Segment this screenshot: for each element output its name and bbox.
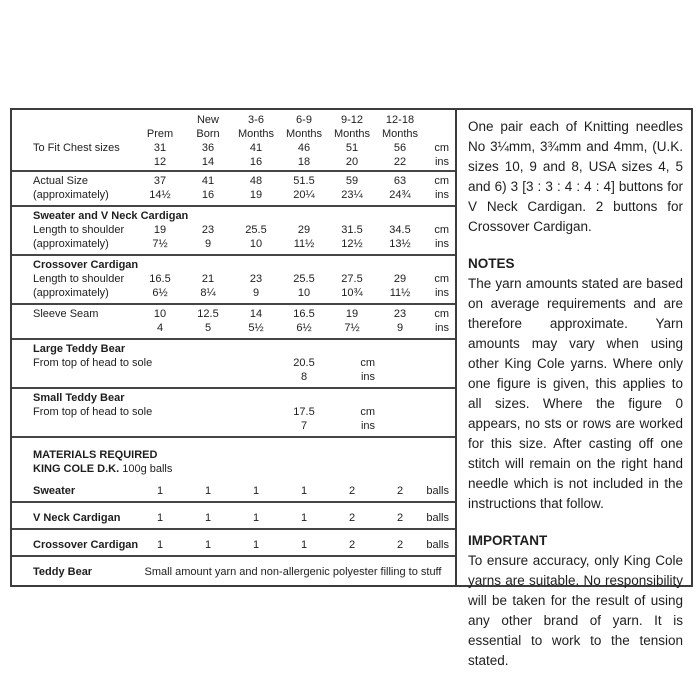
balls-value: 1 — [300, 539, 308, 551]
cm-value: 23 — [201, 224, 215, 236]
cm-value: 37 — [153, 175, 167, 187]
cm-value: 10 — [153, 308, 167, 320]
ins-value: 5 — [204, 322, 212, 334]
brand-suffix: 100g balls — [119, 463, 173, 475]
balls-value: 1 — [156, 512, 164, 524]
ins-value: 22 — [393, 156, 407, 168]
col-header-6-9: 6-9 Months — [285, 114, 323, 140]
cm-value: 29 — [393, 273, 407, 285]
section-large-teddy — [12, 340, 455, 387]
row-label: Length to shoulder — [33, 273, 125, 285]
unit-ins: ins — [360, 420, 375, 432]
ins-value: 8 — [300, 371, 308, 383]
notes-paragraph: The yarn amounts stated are based on average requirements and are therefore approximate. Yarn amounts may vary when using other King Cole yarns. Where only one figure is given, this applies to all sizes. Where the figure 0 appears, no sts or rows are worked for this size. After casting off one stitch will remain on the right hand needle which is not included in the instructions that follow. — [468, 276, 683, 511]
cm-value: 29 — [297, 224, 311, 236]
unit-cm: cm — [434, 224, 449, 236]
cm-value: 25.5 — [245, 224, 267, 236]
row-sweater-ins — [12, 237, 455, 251]
cm-value: 31 — [153, 142, 167, 154]
row-chest-cm — [12, 141, 455, 155]
row-small-teddy-cm — [12, 405, 455, 419]
unit-cm: cm — [434, 308, 449, 320]
row-label: Length to shoulder — [33, 224, 125, 236]
ins-value: 16 — [249, 156, 263, 168]
row-crossover-ins — [12, 286, 455, 300]
section-heading: Large Teddy Bear — [33, 343, 126, 355]
col-header-3-6: 3-6 Months — [237, 114, 275, 140]
unit-cm: cm — [434, 175, 449, 187]
cm-value: 16.5 — [293, 308, 315, 320]
unit-ins: ins — [434, 322, 449, 334]
info-panel — [457, 110, 691, 668]
balls-value: 1 — [252, 512, 260, 524]
cm-value: 59 — [345, 175, 359, 187]
balls-value: 2 — [348, 539, 356, 551]
unit-ins: ins — [360, 371, 375, 383]
ins-value: 7½ — [344, 322, 360, 334]
row-label: From top of head to sole — [33, 406, 153, 418]
cm-value: 27.5 — [341, 273, 363, 285]
ins-value: 9 — [396, 322, 404, 334]
brand-name: KING COLE D.K. — [33, 463, 120, 475]
balls-value: 2 — [396, 512, 404, 524]
section-actual-size — [12, 172, 455, 205]
ins-value: 12 — [153, 156, 167, 168]
ins-value: 6½ — [296, 322, 312, 334]
cm-value: 17.5 — [293, 406, 315, 418]
unit-balls: balls — [426, 512, 449, 524]
row-label: From top of head to sole — [33, 357, 153, 369]
col-header-12-18: 12-18 Months — [381, 114, 419, 140]
ins-value: 19 — [249, 189, 263, 201]
needles-buttons-paragraph: One pair each of Knitting needles No 3¼mm, 3¾mm and 4mm, (U.K. sizes 10, 9 and 8, USA sizes 4, 5 and 6) 3 [3 : 3 : 4 : 4 : 4] buttons for V Neck Cardigan. 2 buttons for Crossover Cardigan. — [468, 119, 683, 234]
cm-value: 41 — [201, 175, 215, 187]
unit-ins: ins — [434, 156, 449, 168]
section-crossover — [12, 256, 455, 303]
balls-value: 2 — [396, 485, 404, 497]
section-chest-sizes — [12, 110, 455, 170]
cm-value: 48 — [249, 175, 263, 187]
unit-cm: cm — [434, 273, 449, 285]
row-label: (approximately) — [33, 238, 109, 250]
balls-value: 1 — [204, 485, 212, 497]
cm-value: 12.5 — [197, 308, 219, 320]
ins-value: 9 — [252, 287, 260, 299]
row-crossover-cm — [12, 272, 455, 286]
unit-ins: ins — [434, 287, 449, 299]
balls-value: 1 — [252, 485, 260, 497]
materials-brand-line — [12, 462, 455, 476]
ins-value: 4 — [156, 322, 164, 334]
unit-ins: ins — [434, 189, 449, 201]
row-label: Sweater — [33, 485, 76, 497]
cm-value: 23 — [393, 308, 407, 320]
row-materials-teddy — [12, 557, 455, 582]
balls-value: 1 — [300, 512, 308, 524]
ins-value: 18 — [297, 156, 311, 168]
col-header-newborn: New Born — [196, 114, 220, 140]
row-label: Crossover Cardigan — [33, 539, 139, 551]
pattern-sheet-box — [10, 108, 693, 668]
row-label: (approximately) — [33, 189, 109, 201]
cm-value: 51.5 — [293, 175, 315, 187]
cm-value: 20.5 — [293, 357, 315, 369]
unit-cm: cm — [360, 406, 375, 418]
balls-value: 1 — [204, 539, 212, 551]
cm-value: 63 — [393, 175, 407, 187]
section-small-teddy — [12, 389, 455, 436]
cm-value: 19 — [153, 224, 167, 236]
ins-value: 12½ — [341, 238, 363, 250]
ins-value: 16 — [201, 189, 215, 201]
ins-value: 20¼ — [293, 189, 315, 201]
col-header-9-12: 9-12 Months — [333, 114, 371, 140]
section-sleeve-seam — [12, 305, 455, 338]
row-sweater-cm — [12, 223, 455, 237]
ins-value: 20 — [345, 156, 359, 168]
balls-value: 1 — [204, 512, 212, 524]
balls-value: 1 — [156, 539, 164, 551]
ins-value: 5½ — [248, 322, 264, 334]
ins-value: 10 — [249, 238, 263, 250]
table-header — [12, 113, 455, 141]
ins-value: 9 — [204, 238, 212, 250]
ins-value: 8¼ — [200, 287, 216, 299]
ins-value: 14 — [201, 156, 215, 168]
cm-value: 16.5 — [149, 273, 171, 285]
cm-value: 51 — [345, 142, 359, 154]
row-materials-crossover — [12, 530, 455, 555]
row-small-teddy-ins — [12, 419, 455, 433]
unit-cm: cm — [360, 357, 375, 369]
row-label: (approximately) — [33, 287, 109, 299]
balls-value: 1 — [300, 485, 308, 497]
ins-value: 6½ — [152, 287, 168, 299]
section-materials-heading — [12, 438, 455, 476]
cm-value: 36 — [201, 142, 215, 154]
balls-value: 2 — [396, 539, 404, 551]
ins-value: 23¼ — [341, 189, 363, 201]
section-heading: Small Teddy Bear — [33, 392, 125, 404]
ins-value: 14½ — [149, 189, 171, 201]
cm-value: 34.5 — [389, 224, 411, 236]
cm-value: 46 — [297, 142, 311, 154]
unit-balls: balls — [426, 539, 449, 551]
balls-value: 2 — [348, 512, 356, 524]
important-paragraph: To ensure accuracy, only King Cole yarns are suitable. No responsibility will be taken for the result of using any other brand of yarn. It is essential to work to the tension stated. — [468, 553, 683, 668]
balls-value: 1 — [156, 485, 164, 497]
row-large-teddy-cm — [12, 356, 455, 370]
row-actual-cm — [12, 174, 455, 188]
section-heading: Crossover Cardigan — [33, 259, 139, 271]
cm-value: 56 — [393, 142, 407, 154]
balls-value: 1 — [252, 539, 260, 551]
row-label: Sleeve Seam — [33, 308, 99, 320]
row-label: Actual Size — [33, 175, 89, 187]
row-sleeve-cm — [12, 307, 455, 321]
ins-value: 7½ — [152, 238, 168, 250]
ins-value: 24¾ — [389, 189, 411, 201]
cm-value: 25.5 — [293, 273, 315, 285]
materials-heading: MATERIALS REQUIRED — [33, 449, 158, 461]
cm-value: 21 — [201, 273, 215, 285]
ins-value: 11½ — [293, 238, 315, 250]
row-label: To Fit Chest sizes — [33, 142, 120, 154]
unit-cm: cm — [434, 142, 449, 154]
unit-balls: balls — [426, 485, 449, 497]
ins-value: 13½ — [389, 238, 411, 250]
size-table-panel — [12, 110, 457, 585]
row-label: V Neck Cardigan — [33, 512, 121, 524]
section-sweater-vneck — [12, 207, 455, 254]
ins-value: 10¾ — [341, 287, 363, 299]
teddy-materials-note: Small amount yarn and non-allergenic polyester filling to stuff — [144, 566, 442, 578]
col-header-prem: Prem — [146, 128, 174, 140]
row-materials-sweater — [12, 476, 455, 501]
cm-value: 19 — [345, 308, 359, 320]
row-materials-vneck — [12, 503, 455, 528]
row-sleeve-ins — [12, 321, 455, 335]
cm-value: 23 — [249, 273, 263, 285]
row-chest-ins — [12, 155, 455, 169]
row-actual-ins — [12, 188, 455, 202]
row-label: Teddy Bear — [33, 566, 93, 578]
ins-value: 7 — [300, 420, 308, 432]
notes-heading: NOTES — [468, 256, 515, 271]
unit-ins: ins — [434, 238, 449, 250]
cm-value: 31.5 — [341, 224, 363, 236]
ins-value: 10 — [297, 287, 311, 299]
important-heading: IMPORTANT — [468, 533, 548, 548]
balls-value: 2 — [348, 485, 356, 497]
cm-value: 14 — [249, 308, 263, 320]
cm-value: 41 — [249, 142, 263, 154]
ins-value: 11½ — [389, 287, 411, 299]
row-large-teddy-ins — [12, 370, 455, 384]
section-heading: Sweater and V Neck Cardigan — [33, 210, 189, 222]
